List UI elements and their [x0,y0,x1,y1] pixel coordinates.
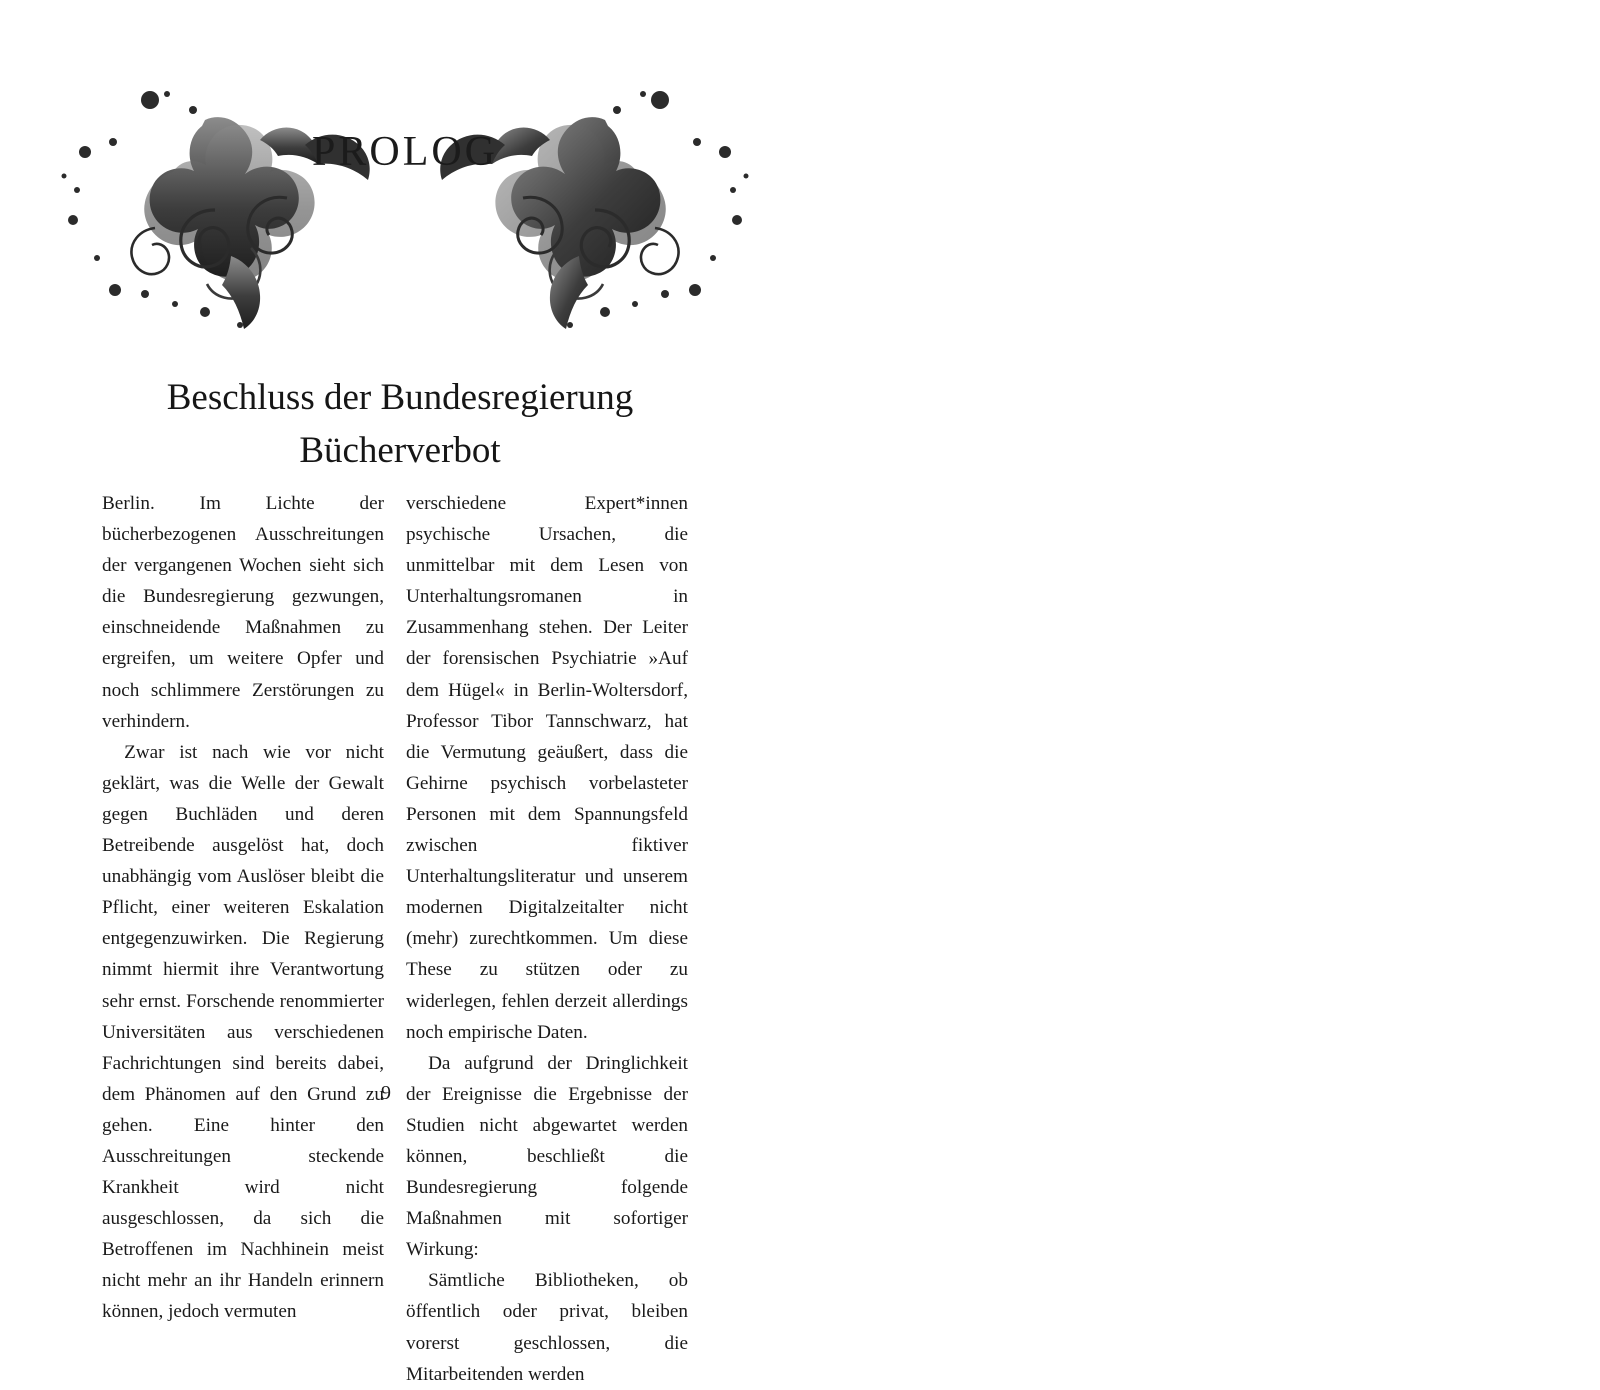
chapter-label: PROLOG [311,129,499,175]
left-page-columns [102,488,688,1390]
chapter-title-line-2: Bücherverbot [299,429,501,471]
page-right [800,0,1600,1229]
paragraph: verschiedene Expert*innen psychische Ursachen, die unmittelbar mit dem Lesen von Unterhaltungsromanen in Zusammenhang stehen. Der Leiter der forensischen Psychiatrie »Auf dem Hügel« in Berlin-Woltersdorf, Professor Tibor Tannschwarz, hat die Vermutung geäußert, dass die Gehirne psychisch vorbelasteter Personen mit dem Spannungsfeld zwischen fiktiver Unterhaltungsliteratur und unserem modernen Digitalzeitalter nicht (mehr) zurechtkommen. Um diese These zu stützen oder zu widerlegen, fehlen derzeit allerdings noch empirische Daten. [406,493,688,1043]
paragraph: Zwar ist nach wie vor nicht geklärt, was die Welle der Gewalt gegen Buchläden und deren Betreibende ausgelöst hat, doch unabhängig vom Auslöser bleibt die Pflicht, einer weiteren Eskalation entgegenzuwirken. Die Regierung nimmt hiermit ihre Verantwortung sehr ernst. Forschende renommierter Universitäten aus verschiedenen Fachrichtungen sind bereits dabei, dem Phänomen auf den Grund zu gehen. Eine hinter den Ausschreitungen steckende Krankheit wird nicht ausgeschlossen, da sich die Betroffenen im Nachhinein meist nicht mehr an ihr Handeln erinnern können, jedoch vermuten [102,741,384,1323]
page-title [100,372,700,477]
chapter-title-line-1: Beschluss der Bundesregierung [166,377,634,418]
paragraph: Da aufgrund der Dringlichkeit der Ereignisse die Ergebnisse der Studien nicht abgewartet werden können, beschließt die Bundesregierung folgende Maßnahmen mit sofortiger Wirkung: [406,1052,688,1261]
page-number-left: 9 [381,1082,391,1104]
paragraph: Sämtliche Bibliotheken, ob öffentlich oder privat, bleiben vorerst geschlossen, die Mitarbeitenden werden [406,1270,688,1385]
left-page-column-1 [102,488,384,1390]
page-left [0,0,800,1385]
left-page-column-2 [406,488,688,1390]
paragraph: Berlin. Im Lichte der bücherbezogenen Ausschreitungen der vergangenen Wochen sieht sich die Bundesregierung gezwungen, einschneidende Maßnahmen zu ergreifen, um weitere Opfer und noch schlimmere Zerstörungen zu verhindern. [102,493,384,732]
chapter-header-ornament-group [55,80,755,330]
